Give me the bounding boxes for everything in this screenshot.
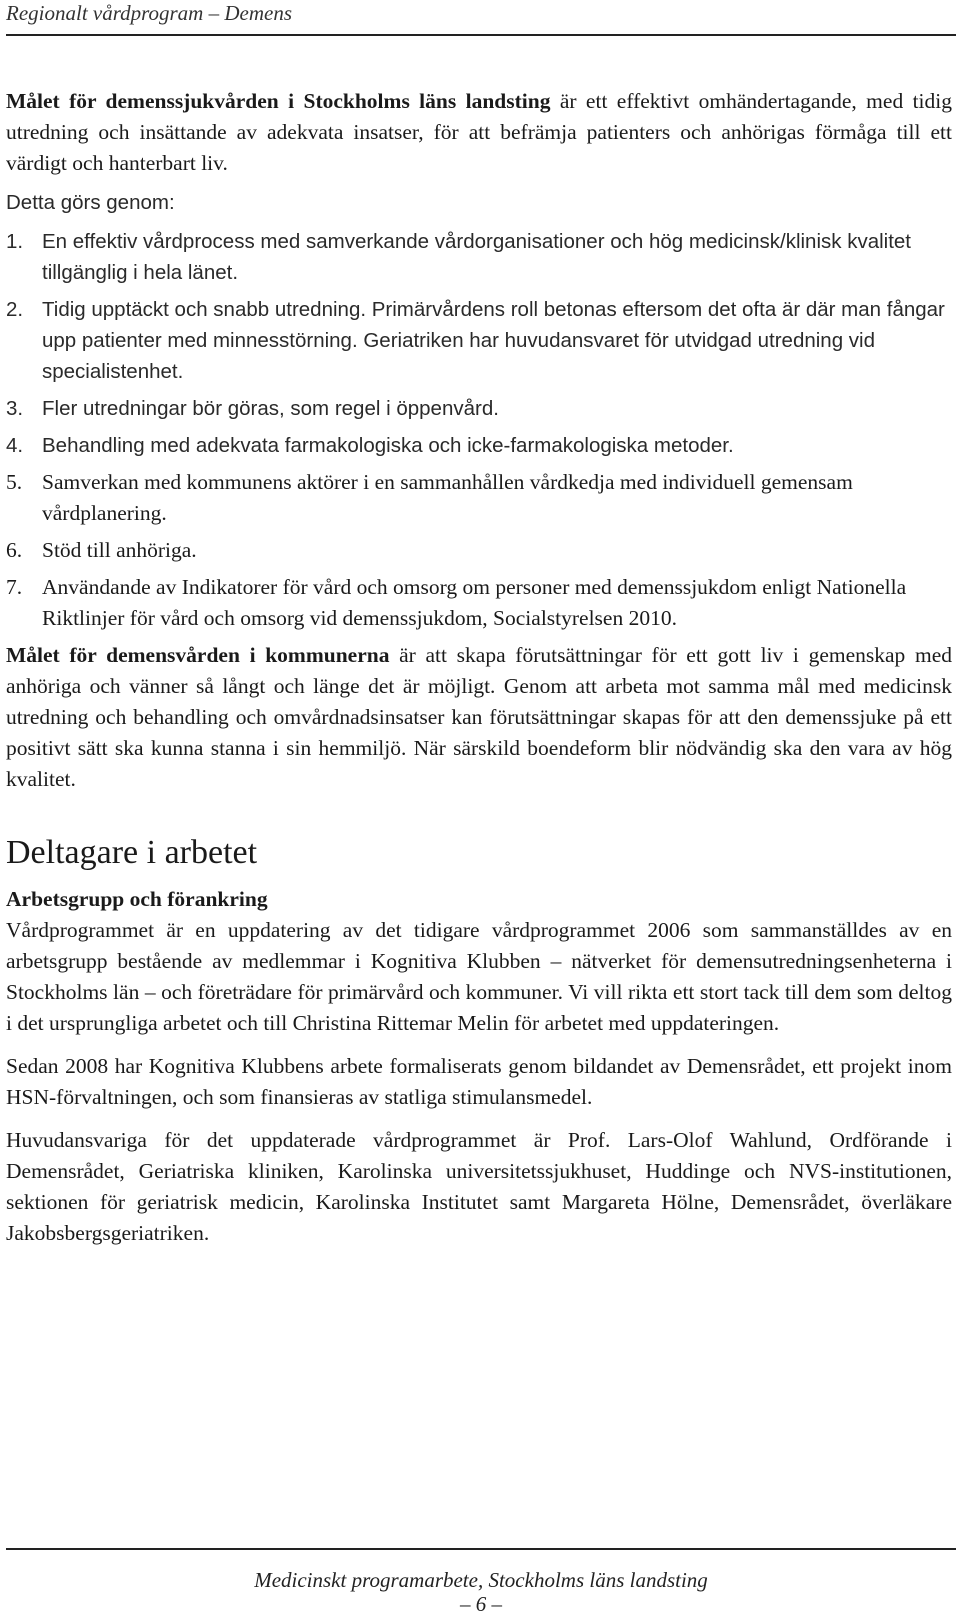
list-item	[6, 294, 952, 387]
section-subtitle: Arbetsgrupp och förankring	[6, 887, 268, 911]
list-item	[6, 226, 952, 288]
list-item	[6, 393, 952, 424]
list-text: Samverkan med kommunens aktörer i en sammanhållen vårdkedja med individuell gemensam vårdplanering.	[42, 470, 853, 525]
intro-lead: Målet för demenssjukvården i Stockholms läns landsting	[6, 89, 551, 113]
list-text: En effektiv vårdprocess med samverkande vårdorganisationer och hög medicinsk/klinisk kvalitet tillgänglig i hela länet.	[42, 230, 912, 284]
list-item	[6, 535, 952, 566]
list-item	[6, 572, 952, 634]
intro-text: är ett effektivt omhändertagande, med tidig utredning och insättande av adekvata insatser, för att befrämja patienters och anhörigas förmåga till ett värdigt och hanterbart liv.	[6, 89, 952, 175]
body-paragraph: Sedan 2008 har Kognitiva Klubbens arbete formaliserats genom bildandet av Demensrådet, ett projekt inom HSN-förvaltningen, och som finansieras av statliga stimulansmedel.	[6, 1054, 952, 1109]
body-paragraph: Huvudansvariga för det uppdaterade vårdprogrammet är Prof. Lars-Olof Wahlund, Ordförande i Demensrådet, Geriatriska kliniken, Karolinska universitetssjukhuset, Huddinge och NVS-institutionen, sektionen för geriatrisk medicin, Karolinska Institutet samt Margareta Hölne, Demensrådet, överläkare Jakobsbergsgeriatriken.	[6, 1128, 952, 1245]
list-number: 2.	[6, 298, 24, 321]
list-number: 5.	[6, 470, 23, 494]
list-number: 7.	[6, 575, 23, 599]
page-header	[6, 0, 956, 36]
list-text: Behandling med adekvata farmakologiska och icke-farmakologiska metoder.	[42, 434, 734, 457]
list-item	[6, 430, 952, 461]
list-text: Användande av Indikatorer för vård och omsorg om personer med demenssjukdom enligt Nationella Riktlinjer för vård och omsorg vid demenssjukdom, Socialstyrelsen 2010.	[42, 575, 907, 630]
list-text: Fler utredningar bör göras, som regel i öppenvård.	[42, 397, 499, 420]
kommun-text: är att skapa förutsättningar för ett gott liv i gemenskap med anhöriga och vänner så långt och länge det är möjligt. Genom att arbeta mot samma mål med medicinsk utredning och behandling och omvårdnadsinsatser kan förutsättningar skapas för att den demenssjuke på ett positivt sätt ska kunna stanna i sin hemmiljö. När särskild boendeform blir nödvändig ska den vara av hög kvalitet.	[6, 643, 952, 791]
intro-paragraph	[6, 86, 952, 179]
list-number: 6.	[6, 538, 23, 562]
list-number: 3.	[6, 397, 24, 420]
list-item	[6, 467, 952, 529]
header-title: Regionalt vårdprogram – Demens	[6, 1, 292, 25]
list-number: 1.	[6, 230, 24, 253]
list-text: Stöd till anhöriga.	[42, 538, 197, 562]
kommun-lead: Målet för demensvården i kommunerna	[6, 643, 390, 667]
page-content	[6, 86, 952, 1261]
page-number: – 6 –	[460, 1592, 502, 1616]
list-number: 4.	[6, 434, 24, 457]
footer-text: Medicinskt programarbete, Stockholms läns landsting	[254, 1568, 708, 1592]
body-paragraph: Vårdprogrammet är en uppdatering av det tidigare vårdprogrammet 2006 som sammanställdes av en arbetsgrupp bestående av medlemmar i Kognitiva Klubben – nätverket för demensutredningsenheterna i Stockholms län – och företrädare för primärvård och kommuner. Vi vill rikta ett stort tack till dem som deltog i det ursprungliga arbetet och till Christina Rittemar Melin för arbetet med uppdateringen.	[6, 918, 952, 1035]
section-title: Deltagare i arbetet	[6, 834, 258, 871]
detta-label: Detta görs genom:	[6, 191, 175, 214]
list-text: Tidig upptäckt och snabb utredning. Primärvårdens roll betonas eftersom det ofta är där man fångar upp patienter med minnesstörning. Geriatriken har huvudansvaret för utvidgad utredning vid specialistenhet.	[42, 298, 945, 383]
page-footer	[6, 1548, 956, 1614]
kommun-paragraph	[6, 640, 952, 795]
